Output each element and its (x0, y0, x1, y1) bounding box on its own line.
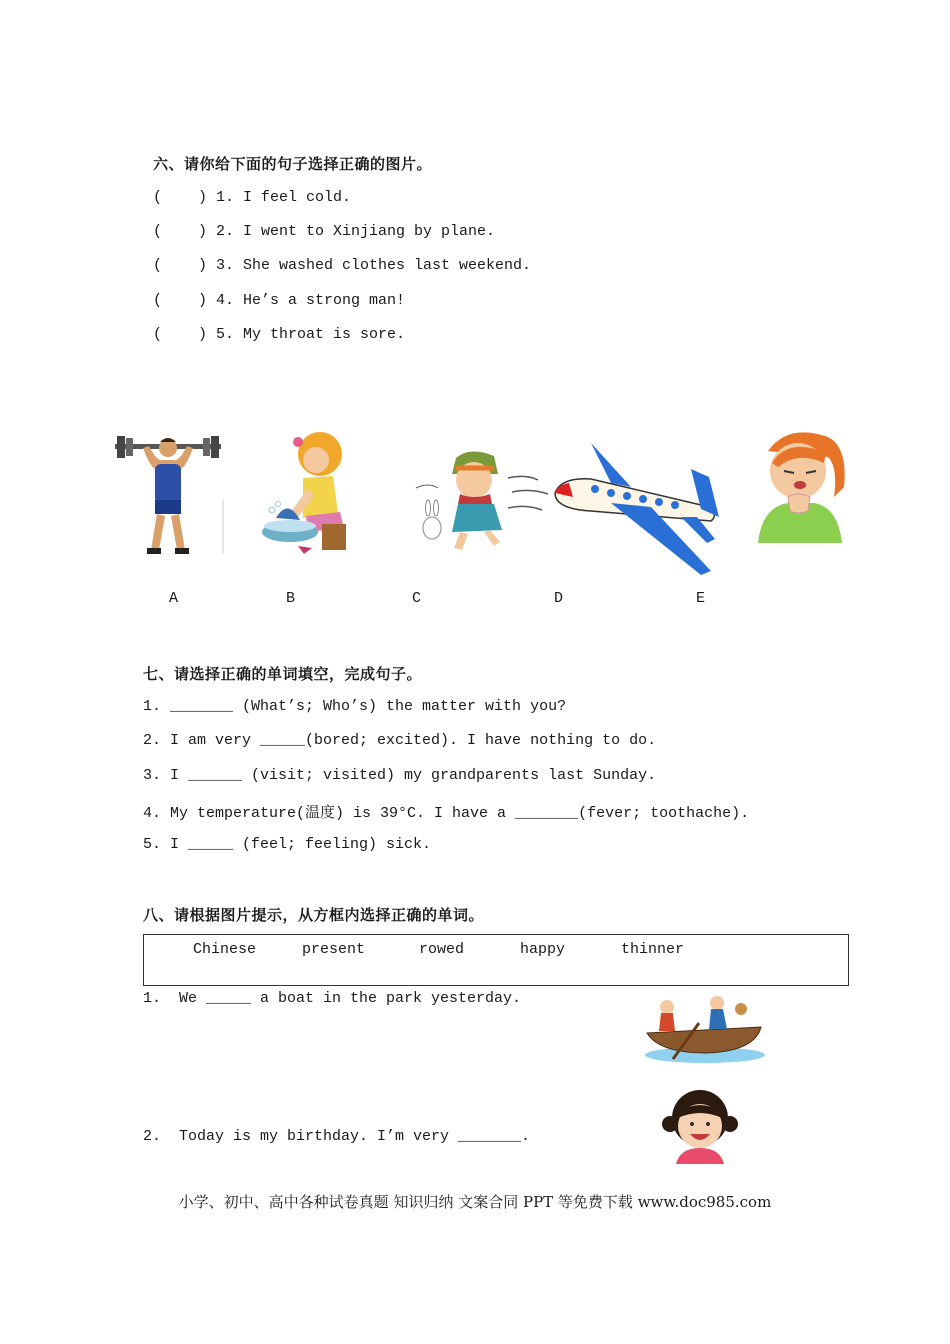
section-6-item-2: ( ) 2. I went to Xinjiang by plane. (153, 223, 496, 240)
word-option: thinner (621, 941, 685, 958)
picture-label-c: C (412, 590, 422, 607)
airplane-picture (551, 437, 723, 577)
word-box (143, 934, 849, 986)
section-7-item-1: 1. _______ (What’s; Who’s) the matter with you? (143, 698, 567, 715)
girl-washing-clothes-picture (258, 428, 358, 560)
happy-girl-picture (662, 1080, 738, 1164)
section-6-item-3: ( ) 3. She washed clothes last weekend. (153, 257, 532, 274)
picture-label-a: A (169, 590, 179, 607)
section-8-item-1: 1. We _____ a boat in the park yesterday. (143, 990, 522, 1007)
section-6-item-1: ( ) 1. I feel cold. (153, 189, 352, 206)
section-8-title: 八、请根据图片提示，从方框内选择正确的单词。 (143, 906, 485, 924)
word-option: rowed (419, 941, 465, 958)
weightlifter-picture (113, 430, 228, 562)
cold-girl-picture (408, 448, 553, 552)
section-7-item-2: 2. I am very _____(bored; excited). I have nothing to do. (143, 732, 657, 749)
rowing-boat-picture (643, 993, 767, 1065)
section-6-item-5: ( ) 5. My throat is sore. (153, 326, 406, 343)
picture-label-b: B (286, 590, 296, 607)
picture-label-e: E (696, 590, 706, 607)
page-footer: 小学、初中、高中各种试卷真题 知识归纳 文案合同 PPT 等免费下载 www.doc985.com (178, 1193, 772, 1211)
sore-throat-girl-picture (748, 427, 854, 545)
word-option: present (302, 941, 366, 958)
section-7-item-5: 5. I _____ (feel; feeling) sick. (143, 836, 432, 853)
word-option: Chinese (193, 941, 257, 958)
picture-label-d: D (554, 590, 564, 607)
section-6-title: 六、请你给下面的句子选择正确的图片。 (153, 155, 433, 173)
section-6-item-4: ( ) 4. He’s a strong man! (153, 292, 406, 309)
word-option: happy (520, 941, 566, 958)
section-7-title: 七、请选择正确的单词填空，完成句子。 (143, 665, 423, 683)
section-7-item-4: 4. My temperature(温度) is 39°C. I have a _______(fever; toothache). (143, 805, 750, 822)
section-8-item-2: 2. Today is my birthday. I’m very _______. (143, 1128, 531, 1145)
section-7-item-3: 3. I ______ (visit; visited) my grandparents last Sunday. (143, 767, 657, 784)
